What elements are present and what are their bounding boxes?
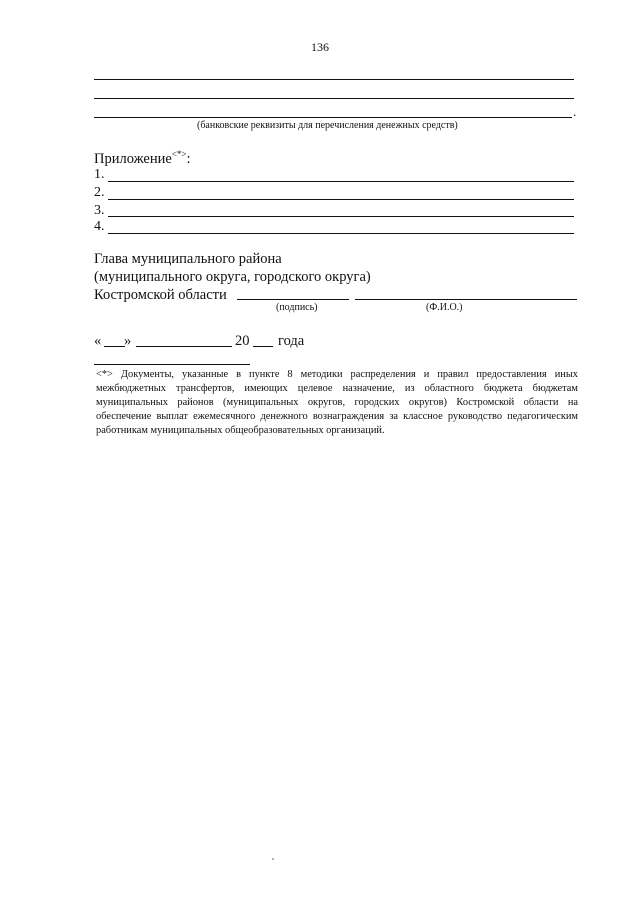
- signature-line[interactable]: [237, 299, 349, 300]
- bank-details-end-mark: .: [573, 104, 577, 119]
- appendix-footnote-mark: <*>: [171, 149, 187, 160]
- signature-head-line-1: Глава муниципального района: [94, 251, 282, 267]
- appendix-title: [94, 150, 191, 168]
- appendix-item-3-number: 3.: [94, 203, 105, 218]
- signature-head-line-2: (муниципального округа, городского округа): [94, 269, 371, 285]
- scan-dot: [272, 858, 274, 860]
- page-number: 136: [311, 40, 329, 54]
- appendix-item-2-line[interactable]: [108, 199, 574, 200]
- full-name-caption: (Ф.И.О.): [426, 302, 463, 313]
- appendix-colon: :: [186, 151, 191, 167]
- date-year-line[interactable]: [253, 346, 273, 347]
- footnote-text: <*> Документы, указанные в пункте 8 методики распределения и правил предоставления иных межбюджетных трансфертов, имеющих целевое назначение, из областного бюджета бюджетам муниципальных районов (муниципальных округов, городских округов) Костромской области на обеспечение выплат ежемесячного денежного вознаграждения за классное руководство педагогическим работникам муниципальных общеобразовательных организаций.: [96, 369, 578, 436]
- date-year-suffix: года: [278, 333, 305, 349]
- date-open-quote: «: [94, 333, 102, 349]
- bank-details-line-2[interactable]: [94, 98, 574, 99]
- appendix-item-1-number: 1.: [94, 167, 105, 182]
- appendix-item-4-line[interactable]: [108, 233, 574, 234]
- appendix-item-4-number: 4.: [94, 219, 105, 234]
- date-month-line[interactable]: [136, 346, 232, 347]
- appendix-item-3-line[interactable]: [108, 216, 574, 217]
- bank-details-caption: (банковские реквизиты для перечисления денежных средств): [197, 120, 458, 131]
- bank-details-line-3[interactable]: [94, 117, 572, 118]
- appendix-item-1-line[interactable]: [108, 181, 574, 182]
- full-name-line[interactable]: [355, 299, 577, 300]
- signature-head-line-3: Костромской области: [94, 287, 227, 303]
- appendix-item-2-number: 2.: [94, 185, 105, 200]
- date-day-line[interactable]: [104, 346, 125, 347]
- date-close-quote: »: [124, 333, 132, 349]
- date-year-prefix: 20: [235, 333, 250, 349]
- signature-caption: (подпись): [276, 302, 318, 313]
- appendix-title-text: Приложение: [94, 151, 172, 167]
- bank-details-line-1[interactable]: [94, 79, 574, 80]
- footnote-separator: [94, 364, 250, 365]
